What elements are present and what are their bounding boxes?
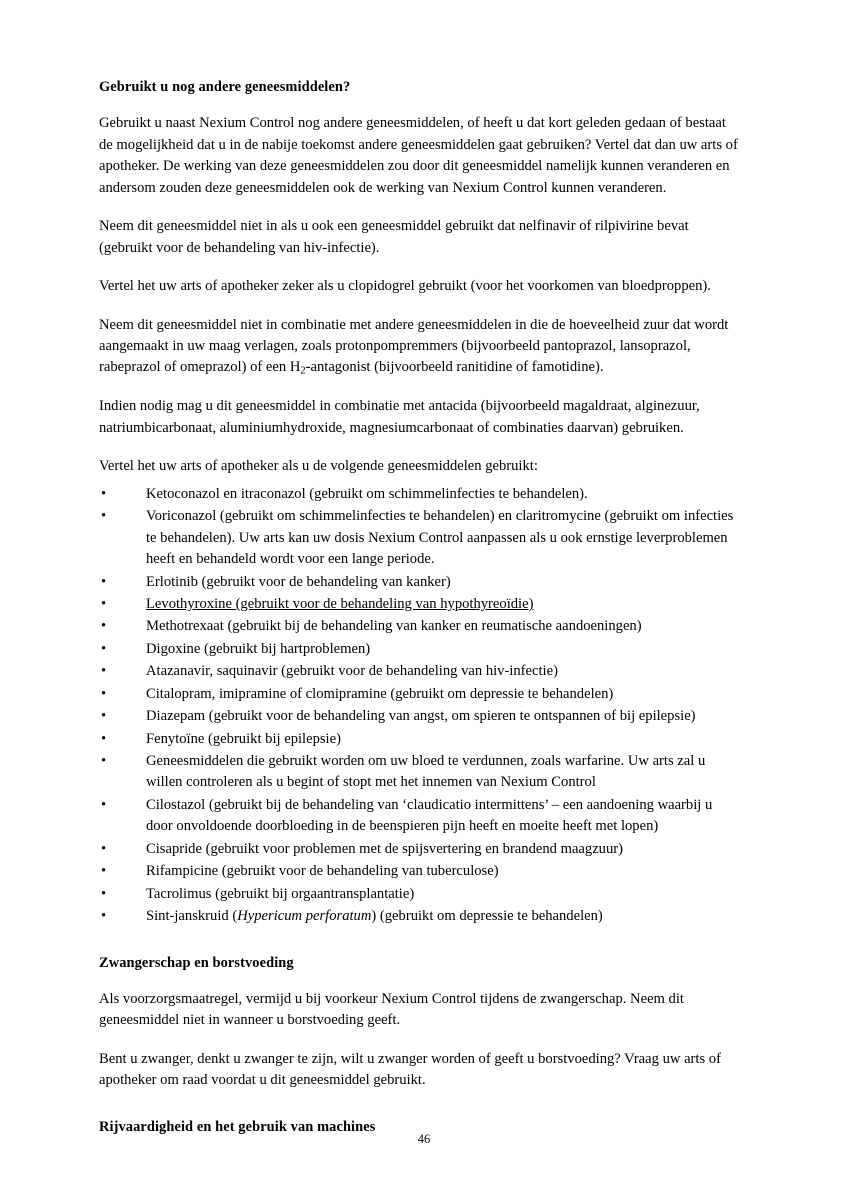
list-item-text: Citalopram, imipramine of clomipramine (gebruikt om depressie te behandelen) <box>146 685 614 702</box>
heading-driving-machines: Rijvaardigheid en het gebruik van machines <box>99 1118 376 1135</box>
list-item-text-part1: Sint-janskruid ( <box>146 908 238 925</box>
list-item <box>99 884 739 905</box>
list-item-text: Rifampicine (gebruikt voor de behandeling van tuberculose) <box>146 863 499 880</box>
document-body <box>99 78 739 1153</box>
bullet-icon: • <box>101 508 107 525</box>
bullet-icon: • <box>101 885 107 902</box>
list-item <box>99 594 739 615</box>
list-item-text: Levothyroxine (gebruikt voor de behandeling van hypothyreoïdie) <box>146 595 534 612</box>
list-item <box>99 661 739 682</box>
list-item-text: Tacrolimus (gebruikt bij orgaantransplantatie) <box>146 885 415 902</box>
bullet-icon: • <box>101 685 107 702</box>
list-item <box>99 684 739 705</box>
list-item <box>99 616 739 637</box>
bullet-icon: • <box>101 796 107 813</box>
list-item <box>99 729 739 750</box>
list-item <box>99 639 739 660</box>
list-item-text: Cilostazol (gebruikt bij de behandeling van ‘claudicatio intermittens’ – een aandoening waarbij u door onvoldoende doorbloeding in de beenspieren pijn heeft en moeite heeft met lopen) <box>146 796 713 835</box>
bullet-icon: • <box>101 573 107 590</box>
bullet-icon: • <box>101 708 107 725</box>
list-item <box>99 751 739 794</box>
list-item-text: Geneesmiddelen die gebruikt worden om uw bloed te verdunnen, zoals warfarine. Uw arts zal u willen controleren als u begint of stopt met het innemen van Nexium Control <box>146 753 706 791</box>
list-item-text-part2: ) (gebruikt om depressie te behandelen) <box>371 908 603 925</box>
bullet-icon: • <box>101 753 107 770</box>
paragraph-pregnancy-precaution: Als voorzorgsmaatregel, vermijd u bij voorkeur Nexium Control tijdens de zwangerschap. Neem dit geneesmiddel niet in wanneer u borstvoeding geeft. <box>99 990 684 1029</box>
acid-warning-part1: Neem dit geneesmiddel niet in combinatie met andere geneesmiddelen in die de hoeveelheid zuur dat wordt aangemaakt in uw maag verlagen, zoals protonpompremmers (bijvoorbeeld pantoprazol, lansoprazol, rabeprazol of omeprazol) of een H <box>99 316 729 376</box>
paragraph-nelfinavir-warning: Neem dit geneesmiddel niet in als u ook een geneesmiddel gebruikt dat nelfinavir of rilpivirine bevat (gebruikt voor de behandeling van hiv-infectie). <box>99 218 689 256</box>
paragraph-antacids: Indien nodig mag u dit geneesmiddel in combinatie met antacida (bijvoorbeeld magaldraat, alginezuur, natriumbicarbonaat, aluminiumhydroxide, magnesiumcarbonaat of combinaties daarvan) gebruiken. <box>99 398 700 436</box>
list-item-text: Atazanavir, saquinavir (gebruikt voor de behandeling van hiv-infectie) <box>146 663 558 680</box>
list-item-text: Methotrexaat (gebruikt bij de behandeling van kanker en reumatische aandoeningen) <box>146 618 642 635</box>
paragraph-list-intro: Vertel het uw arts of apotheker als u de volgende geneesmiddelen gebruikt: <box>99 458 538 475</box>
heading-other-medicines: Gebruikt u nog andere geneesmiddelen? <box>99 79 351 95</box>
list-item <box>99 484 739 505</box>
paragraph-acid-reducers-warning <box>99 315 739 380</box>
list-item-text: Cisapride (gebruikt voor problemen met de spijsvertering en brandend maagzuur) <box>146 840 623 857</box>
paragraph-pregnancy-advice: Bent u zwanger, denkt u zwanger te zijn, wilt u zwanger worden of geeft u borstvoeding? Vraag uw arts of apotheker om raad voordat u dit geneesmiddel gebruikt. <box>99 1050 721 1089</box>
list-item <box>99 572 739 593</box>
list-item-text: Ketoconazol en itraconazol (gebruikt om schimmelinfecties te behandelen). <box>146 485 588 502</box>
bullet-icon: • <box>101 863 107 880</box>
list-item-text-italic: Hypericum perforatum <box>237 908 372 925</box>
bullet-icon: • <box>101 485 107 502</box>
paragraph-other-medicines-intro: Gebruikt u naast Nexium Control nog andere geneesmiddelen, of heeft u dat kort geleden gedaan of bestaat de mogelijkheid dat u in de nabije toekomst andere geneesmiddelen gaat gebruiken? Vertel dat dan uw arts of apotheker. De werking van deze geneesmiddelen zou door dit geneesmiddel namelijk kunnen veranderen en andersom zouden deze geneesmiddelen ook de werking van Nexium Control kunnen veranderen. <box>99 115 738 196</box>
h2-subscript: 2 <box>300 366 306 377</box>
list-item <box>99 506 739 570</box>
list-item-text: Erlotinib (gebruikt voor de behandeling van kanker) <box>146 573 451 590</box>
bullet-icon: • <box>101 618 107 635</box>
bullet-icon: • <box>101 640 107 657</box>
bullet-icon: • <box>101 840 107 857</box>
list-item <box>99 706 739 727</box>
bullet-icon: • <box>101 663 107 680</box>
list-item-text: Digoxine (gebruikt bij hartproblemen) <box>146 640 371 657</box>
list-item <box>99 861 739 882</box>
list-item <box>99 906 739 927</box>
bullet-icon: • <box>101 595 107 612</box>
list-item-text: Fenytoïne (gebruikt bij epilepsie) <box>146 730 341 747</box>
bullet-icon: • <box>101 730 107 747</box>
medicines-list <box>99 484 739 928</box>
bullet-icon: • <box>101 908 107 925</box>
acid-warning-part2: -antagonist (bijvoorbeeld ranitidine of famotidine). <box>305 359 604 376</box>
list-item <box>99 795 739 838</box>
list-item-text: Voriconazol (gebruikt om schimmelinfecties te behandelen) en claritromycine (gebruikt om infecties te behandelen). Uw arts kan uw dosis Nexium Control aanpassen als u ook ernstige leverproblemen heeft en behandeld wordt voor een lange periode. <box>146 508 734 568</box>
list-item-text: Diazepam (gebruikt voor de behandeling van angst, om spieren te ontspannen of bij epilepsie) <box>146 708 696 725</box>
heading-pregnancy-breastfeeding: Zwangerschap en borstvoeding <box>99 954 294 971</box>
list-item <box>99 839 739 860</box>
paragraph-clopidogrel-warning: Vertel het uw arts of apotheker zeker als u clopidogrel gebruikt (voor het voorkomen van bloedproppen). <box>99 278 711 295</box>
page-number: 46 <box>417 1132 431 1146</box>
